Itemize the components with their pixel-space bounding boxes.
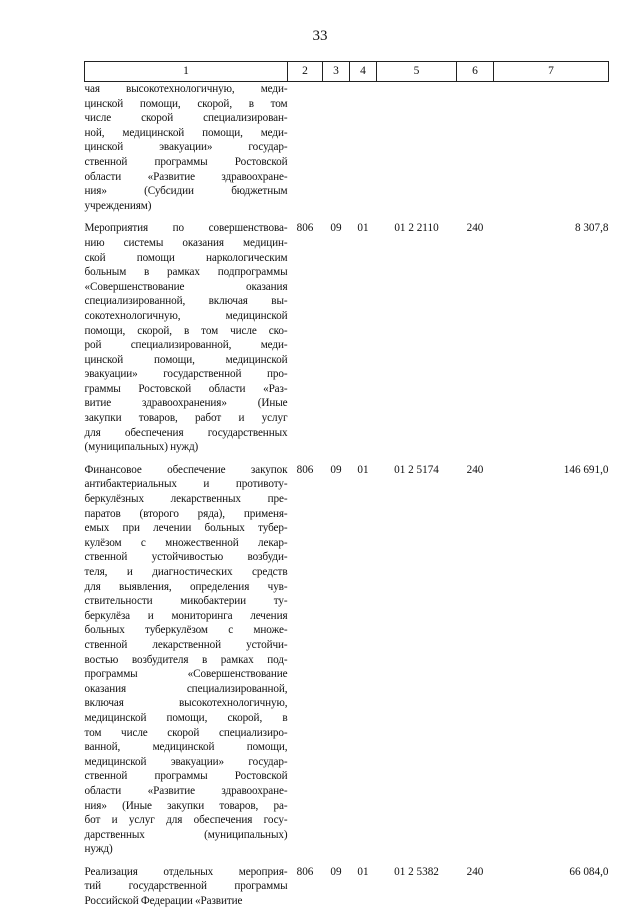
target-article-code: 01 2 2110 [394,222,439,235]
ministry-code [288,82,323,214]
description-line: числе скорой специализирован- [84,112,288,125]
section-code [323,82,350,214]
description-line: для обеспечения государственных [84,426,288,439]
row-spacer [85,213,609,221]
description-line: Мероприятия по совершенствова- [84,222,288,235]
column-header-expense-type: 6 [457,62,494,82]
row-spacer [85,455,609,463]
description-line: востью возбудителя в рамках под- [84,653,288,666]
description-line: ванной, медицинской помощи, [84,741,288,754]
description-line: граммы Ростовской области «Раз- [84,382,288,395]
description-line: «Совершенствование оказания [84,280,288,293]
description-line: ной, медицинской помощи, меди- [84,126,288,139]
row-description [85,865,288,909]
description-line: медицинской помощи, скорой, в [84,711,288,724]
description-line: витие здравоохранения» (Иные [84,397,288,410]
description-line: области «Развитие здравоохране- [84,784,288,797]
column-header-section: 3 [323,62,350,82]
description-line: сокотехнологичную, медицинской [84,309,288,322]
description-line: теля, и диагностических средств [84,566,288,578]
amount-value: 66 084,0 [569,865,609,878]
amount-value: 146 691,0 [563,463,609,476]
description-line: для выявления, определения чув- [84,580,288,593]
amount-value: 8 307,8 [574,222,609,235]
subsection-code: 01 [357,222,369,235]
description-line: ственной программы Ростовской [84,155,288,168]
ministry-code: 806 [296,463,314,476]
description-line: (муниципальных) нужд) [84,441,199,454]
row-description [85,221,288,455]
budget-table [84,61,609,909]
expense-type-code: 240 [466,463,484,476]
description-line: бот и услуг для обеспечения госу- [84,814,288,827]
description-line: Реализация отдельных мероприя- [84,865,288,878]
description-line: включая высокотехнологичную, [84,697,288,710]
amount-value [494,82,609,214]
description-line: ственной лекарственной устойчи- [84,638,288,651]
row-spacer [85,857,609,865]
description-line: ния» (Субсидии бюджетным [84,185,288,198]
subsection-code: 01 [357,865,369,878]
column-header-target-article: 5 [377,62,457,82]
description-line: ственной программы Ростовской [84,770,288,783]
description-line: специализированной, включая вы- [84,295,288,308]
subsection-code [350,82,377,214]
expense-type-code [457,82,494,214]
target-article-code: 01 2 5382 [394,865,439,878]
description-line: оказания специализированной, [84,682,288,695]
description-line: области «Развитие здравоохране- [84,170,288,183]
description-line: беркулёзных лекарственных пре- [84,493,288,506]
description-line: учреждениям) [84,199,152,212]
table-body [85,82,609,909]
section-code: 09 [330,222,342,235]
description-line: чая высокотехнологичную, меди- [84,83,288,95]
column-header-ministry: 2 [288,62,323,82]
description-line: рой специализированной, меди- [84,339,288,352]
section-code: 09 [330,865,342,878]
description-line: дарственных (муниципальных) [84,828,288,841]
expense-type-code: 240 [466,222,484,235]
description-line: кулёзом с множественной лекар- [84,536,288,549]
ministry-code: 806 [296,222,314,235]
page-number: 33 [312,28,328,44]
description-line: нужд) [84,843,113,856]
description-line: медицинской эвакуации» государ- [84,755,288,768]
row-description [85,463,288,857]
column-header-description: 1 [85,62,288,82]
description-line: эвакуации» государственной про- [84,368,288,381]
description-line: том числе скорой специализиро- [84,726,288,739]
column-header-amount: 7 [494,62,609,82]
description-line: нию системы оказания медицин- [84,236,288,249]
description-line: больных туберкулёзом с множе- [84,624,288,637]
description-line: ния» (Иные закупки товаров, ра- [84,799,288,812]
description-line: цинской помощи, медицинской [84,353,288,366]
expense-type-code: 240 [466,865,484,878]
description-line: ствительности микобактерии ту- [84,595,288,608]
description-line: емых при лечении больных тубер- [84,522,288,535]
section-code: 09 [330,463,342,476]
description-line: Российской Федерации «Развитие [84,895,243,908]
subsection-code: 01 [357,463,369,476]
description-line: ской помощи наркологическим [84,251,288,264]
row-description [85,82,288,214]
description-line: беркулёза и мониторинга лечения [84,609,288,622]
description-line: цинской эвакуации» государ- [84,141,288,154]
description-line: закупки товаров, работ и услуг [84,412,288,425]
description-line: паратов (второго ряда), применя- [84,507,288,520]
table-row [85,82,609,214]
column-header-subsection: 4 [350,62,377,82]
ministry-code: 806 [296,865,314,878]
target-article-code [377,82,457,214]
table-row [85,221,609,455]
description-line: цинской помощи, скорой, в том [84,97,288,110]
description-line: помощи, скорой, в том числе ско- [84,324,288,337]
description-line: ственной устойчивостью возбуди- [84,551,288,564]
description-line: Финансовое обеспечение закупок [84,463,288,476]
description-line: тий государственной программы [84,880,288,893]
description-line: программы «Совершенствование [84,668,288,681]
table-row [85,865,609,909]
table-row [85,463,609,857]
target-article-code: 01 2 5174 [394,463,439,476]
description-line: антибактериальных и противоту- [84,478,288,491]
description-line: больным в рамках подпрограммы [84,266,288,279]
table-header-row [85,62,609,82]
